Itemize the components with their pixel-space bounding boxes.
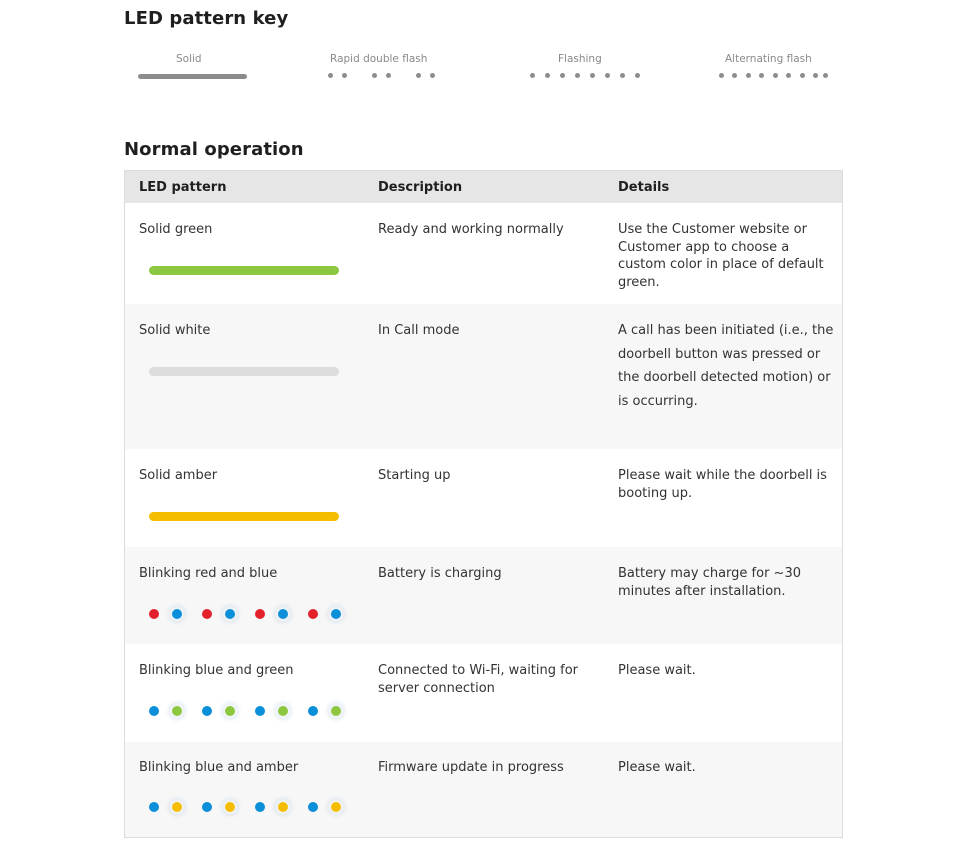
table-row [125, 742, 842, 837]
red-led-dot [255, 609, 265, 619]
key-label-flashing: Flashing [558, 53, 602, 65]
key-label-rapid-double-flash: Rapid double flash [330, 53, 428, 65]
header-led-pattern: LED pattern [139, 180, 227, 195]
blue-led-dot [308, 802, 318, 812]
solid-white-led-icon [149, 367, 339, 376]
row-pattern-name: Blinking blue and amber [139, 760, 299, 775]
led-pattern-key-title: LED pattern key [124, 8, 289, 29]
blue-led-dot [149, 802, 159, 812]
table-row [125, 203, 842, 304]
amber-led-dot [331, 802, 341, 812]
green-led-dot [331, 706, 341, 716]
green-led-dot [172, 706, 182, 716]
green-led-dot [225, 706, 235, 716]
row-details: Battery may charge for ~30 minutes after installation. [618, 566, 801, 599]
blinking-blue-green-led-icon [149, 703, 349, 719]
blue-led-dot [225, 609, 235, 619]
row-description: Battery is charging [378, 566, 502, 581]
red-led-dot [308, 609, 318, 619]
table-row [125, 304, 842, 449]
blue-led-dot [255, 706, 265, 716]
double-dot-icon [328, 72, 438, 80]
row-description: Connected to Wi-Fi, waiting for server connection [378, 663, 579, 696]
red-led-dot [149, 609, 159, 619]
amber-led-dot [172, 802, 182, 812]
blinking-red-blue-led-icon [149, 606, 349, 622]
row-pattern-name: Blinking red and blue [139, 566, 278, 581]
red-led-dot [202, 609, 212, 619]
row-pattern-name: Blinking blue and green [139, 663, 294, 678]
blue-led-dot [278, 609, 288, 619]
dotted-line-icon [530, 72, 642, 80]
solid-green-led-icon [149, 266, 339, 275]
row-details: Use the Customer website or Customer app to choose a custom color in place of default green. [618, 222, 824, 290]
header-description: Description [378, 180, 463, 195]
table-row [125, 547, 842, 644]
blue-led-dot [308, 706, 318, 716]
solid-amber-led-icon [149, 512, 339, 521]
normal-operation-title: Normal operation [124, 139, 304, 160]
key-label-alternating-flash: Alternating flash [725, 53, 812, 65]
blue-led-dot [331, 609, 341, 619]
row-pattern-name: Solid green [139, 222, 213, 237]
blue-led-dot [172, 609, 182, 619]
row-details: Please wait. [618, 663, 696, 678]
key-label-solid: Solid [176, 53, 202, 65]
blue-led-dot [202, 802, 212, 812]
table-row [125, 449, 842, 547]
table-row [125, 644, 842, 742]
row-details: A call has been initiated (i.e., the doorbell button was pressed or the doorbell detected motion) or is occurring. [618, 323, 834, 409]
amber-led-dot [225, 802, 235, 812]
row-pattern-name: Solid amber [139, 468, 218, 483]
row-details: Please wait while the doorbell is booting up. [618, 468, 827, 501]
row-description: In Call mode [378, 323, 460, 338]
row-details: Please wait. [618, 760, 696, 775]
row-description: Starting up [378, 468, 451, 483]
row-pattern-name: Solid white [139, 323, 211, 338]
amber-led-dot [278, 802, 288, 812]
table-header [125, 171, 842, 203]
normal-operation-table [124, 170, 843, 838]
green-led-dot [278, 706, 288, 716]
blue-led-dot [255, 802, 265, 812]
header-details: Details [618, 180, 670, 195]
blinking-blue-amber-led-icon [149, 799, 349, 815]
row-description: Firmware update in progress [378, 760, 564, 775]
alternating-dot-icon [719, 72, 831, 80]
blue-led-dot [149, 706, 159, 716]
row-description: Ready and working normally [378, 222, 564, 237]
blue-led-dot [202, 706, 212, 716]
solid-line-icon [138, 72, 248, 80]
